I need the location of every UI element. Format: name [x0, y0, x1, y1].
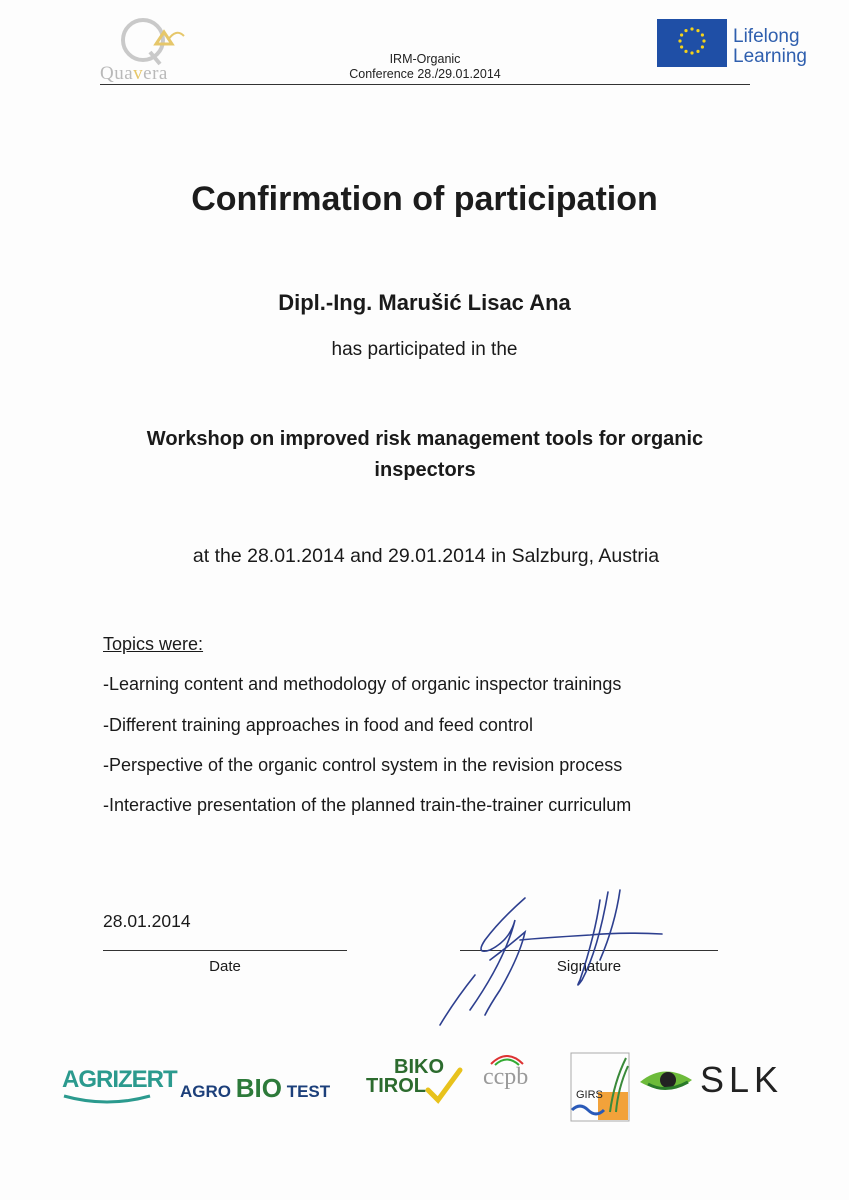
document-title: Confirmation of participation	[191, 180, 658, 218]
topic-item: -Learning content and methodology of organic inspector trainings	[103, 674, 622, 694]
girs-logo	[570, 1052, 630, 1122]
ccpb-logo	[483, 1064, 528, 1091]
ccpb-text: ccpb	[483, 1064, 529, 1090]
participated-text: has participated in the	[331, 339, 518, 360]
quavera-text-pre: Qua	[100, 63, 134, 84]
header-divider	[100, 84, 750, 85]
event-date-place: at the 28.01.2014 and 29.01.2014 in Salzburg, Austria	[192, 545, 660, 567]
workshop-title-line-2: inspectors	[374, 459, 476, 481]
agrizert-text: AGRIZERT	[62, 1066, 177, 1093]
topic-item: -Different training approaches in food and feed control	[103, 715, 533, 735]
slk-eye-icon	[638, 1064, 694, 1096]
lifelong-learning-logo	[733, 27, 807, 67]
handwritten-signature-icon	[430, 880, 680, 1030]
biko-text: BIKO	[394, 1056, 444, 1078]
date-line	[103, 950, 347, 951]
quavera-text-v: v	[133, 63, 144, 84]
workshop-title-line-1: Workshop on improved risk management tools for organic	[146, 428, 704, 450]
quavera-text-post: era	[143, 63, 168, 84]
date-value: 28.01.2014	[103, 911, 191, 931]
topic-item: -Perspective of the organic control system in the revision process	[103, 755, 623, 775]
topic-item: -Interactive presentation of the planned train-the-trainer curriculum	[103, 795, 632, 815]
eu-flag-icon	[657, 19, 727, 67]
girs-emblem-icon	[570, 1052, 632, 1124]
participant-name: Dipl.-Ing. Marušić Lisac Ana	[278, 290, 571, 315]
test-text: TEST	[286, 1082, 331, 1101]
slk-text: SLK	[700, 1059, 784, 1100]
agro-text: AGRO	[180, 1082, 231, 1101]
quavera-logo	[98, 10, 208, 88]
learning-text: Learning	[733, 46, 807, 67]
agrizert-swoosh-icon	[62, 1092, 152, 1106]
quavera-emblem-icon	[98, 10, 208, 70]
checkmark-icon	[424, 1066, 464, 1106]
agro-bio-test-logo	[180, 1073, 330, 1104]
biko-tirol-logo	[366, 1058, 444, 1096]
tirol-text: TIROL	[366, 1075, 426, 1097]
conference-name: IRM-Organic	[389, 52, 461, 66]
workshop-title	[90, 424, 760, 486]
topics-heading: Topics were:	[103, 634, 204, 654]
signature-label: Signature	[556, 958, 622, 975]
conference-info	[300, 52, 550, 82]
girs-text: GIRS	[576, 1089, 603, 1101]
conference-dates: Conference 28./29.01.2014	[349, 67, 501, 81]
date-label: Date	[209, 958, 241, 975]
agrizert-logo	[62, 1066, 177, 1094]
lifelong-text: Lifelong	[733, 26, 800, 47]
bio-text: BIO	[235, 1073, 282, 1103]
ccpb-arc-icon	[487, 1052, 527, 1066]
